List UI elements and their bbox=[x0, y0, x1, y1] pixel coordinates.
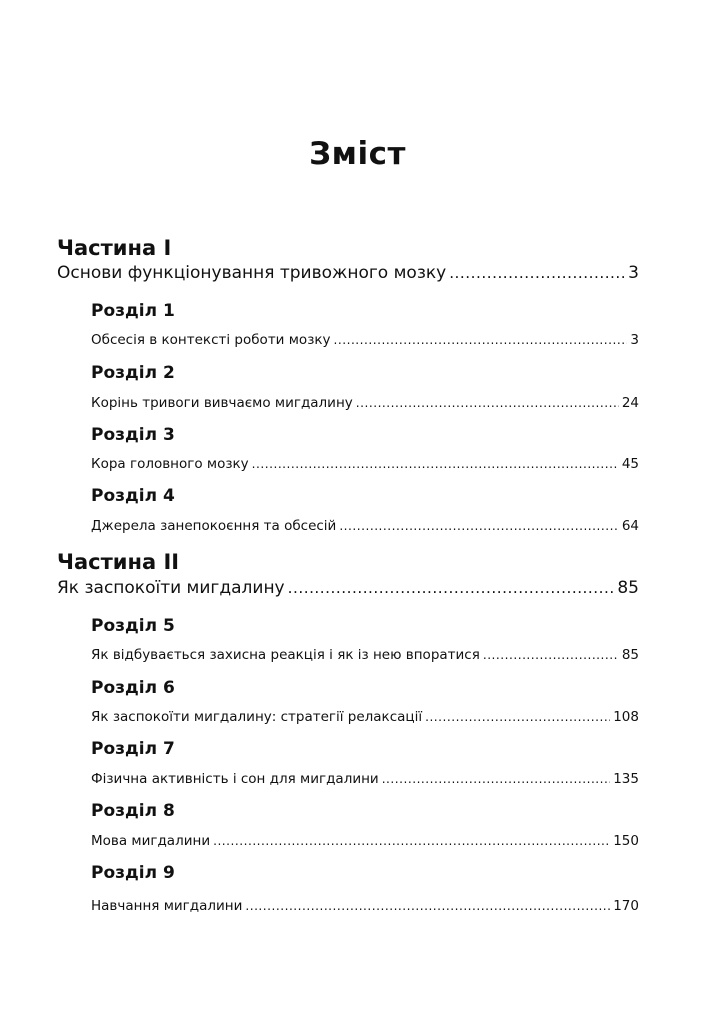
part-entry-2[interactable] bbox=[57, 577, 639, 599]
page-number: 24 bbox=[621, 395, 639, 411]
chapter-entry-6[interactable] bbox=[91, 708, 639, 726]
chapter-title: Як заспокоїти мигдалину: стратегії релаксації bbox=[91, 709, 423, 725]
chapter-heading-6: Розділ 6 bbox=[91, 678, 175, 698]
page-number: 150 bbox=[613, 833, 639, 849]
chapter-heading-2: Розділ 2 bbox=[91, 363, 175, 383]
page-number: 108 bbox=[613, 709, 639, 725]
page-number: 170 bbox=[613, 898, 639, 914]
dot-leader bbox=[245, 897, 610, 915]
dot-leader bbox=[288, 577, 615, 599]
dot-leader bbox=[252, 455, 619, 473]
part-title: Як заспокоїти мигдалину bbox=[57, 578, 285, 598]
dot-leader bbox=[425, 708, 610, 726]
page-number: 3 bbox=[628, 263, 639, 283]
chapter-title: Джерела занепокоєння та обсесій bbox=[91, 518, 337, 534]
chapter-heading-8: Розділ 8 bbox=[91, 801, 175, 821]
chapter-title: Навчання мигдалини bbox=[91, 898, 243, 914]
dot-leader bbox=[334, 331, 628, 349]
chapter-heading-1: Розділ 1 bbox=[91, 301, 175, 321]
page-number: 45 bbox=[621, 456, 639, 472]
dot-leader bbox=[382, 770, 611, 788]
page-title: Зміст bbox=[309, 136, 406, 172]
page-number: 85 bbox=[621, 647, 639, 663]
chapter-heading-9: Розділ 9 bbox=[91, 863, 175, 883]
chapter-title: Фізична активність і сон для мигдалини bbox=[91, 771, 379, 787]
part-heading-1: Частина I bbox=[57, 236, 172, 260]
chapter-entry-3[interactable] bbox=[91, 455, 639, 473]
dot-leader bbox=[449, 262, 625, 284]
part-title: Основи функціонування тривожного мозку bbox=[57, 263, 447, 283]
chapter-entry-9[interactable] bbox=[91, 897, 639, 915]
chapter-entry-7[interactable] bbox=[91, 770, 639, 788]
chapter-heading-4: Розділ 4 bbox=[91, 486, 175, 506]
page-number: 3 bbox=[630, 332, 639, 348]
chapter-title: Як відбувається захисна реакція і як із нею впоратися bbox=[91, 647, 480, 663]
dot-leader bbox=[356, 394, 619, 412]
chapter-entry-5[interactable] bbox=[91, 646, 639, 664]
chapter-title: Корінь тривоги вивчаємо мигдалину bbox=[91, 395, 353, 411]
chapter-title: Кора головного мозку bbox=[91, 456, 249, 472]
page-number: 85 bbox=[617, 578, 639, 598]
chapter-entry-1[interactable] bbox=[91, 331, 639, 349]
chapter-heading-7: Розділ 7 bbox=[91, 739, 175, 759]
page-number: 135 bbox=[613, 771, 639, 787]
chapter-entry-8[interactable] bbox=[91, 832, 639, 850]
dot-leader bbox=[483, 646, 619, 664]
chapter-heading-5: Розділ 5 bbox=[91, 616, 175, 636]
part-entry-1[interactable] bbox=[57, 262, 639, 284]
chapter-entry-4[interactable] bbox=[91, 517, 639, 535]
chapter-entry-2[interactable] bbox=[91, 394, 639, 412]
chapter-heading-3: Розділ 3 bbox=[91, 425, 175, 445]
chapter-title: Мова мигдалини bbox=[91, 833, 211, 849]
part-heading-2: Частина II bbox=[57, 550, 180, 574]
chapter-title: Обсесія в контексті роботи мозку bbox=[91, 332, 331, 348]
dot-leader bbox=[213, 832, 610, 850]
dot-leader bbox=[339, 517, 618, 535]
page-number: 64 bbox=[621, 518, 639, 534]
